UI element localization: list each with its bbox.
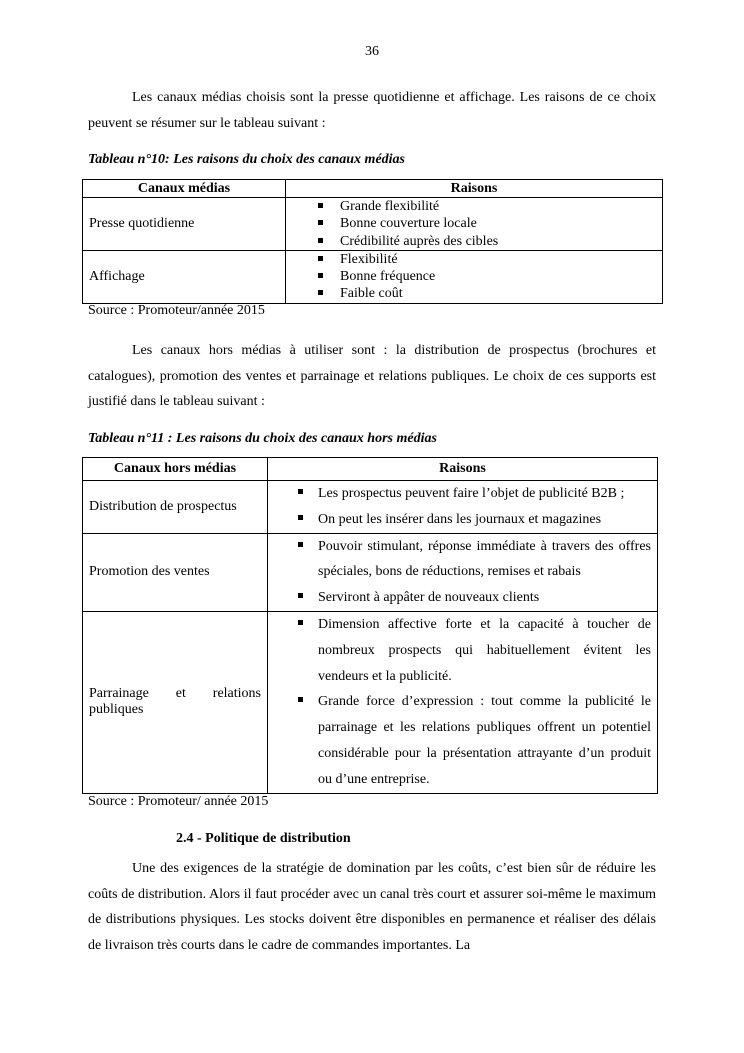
intro-paragraph: Les canaux médias choisis sont la presse quotidienne et affichage. Les raisons de ce choix peuvent se résumer sur le tableau suivant :: [88, 90, 656, 131]
table-cell-reasons: [286, 250, 663, 303]
table11-header-channel: Canaux hors médias: [83, 458, 268, 481]
table-cell-reasons: [268, 611, 658, 793]
reason-list: [296, 612, 651, 793]
list-item: Les prospectus peuvent faire l’objet de publicité B2B ;: [296, 481, 651, 507]
channel-label-line2: publiques: [89, 702, 144, 718]
table10-header-channel: Canaux médias: [83, 180, 286, 198]
middle-paragraph: Les canaux hors médias à utiliser sont : la distribution de prospectus (brochures et catalogues), promotion des ventes et parrainage et relations publiques. Le choix de ces supports est justifié dans le tableau suivant :: [88, 343, 656, 409]
list-item: Crédibilité auprès des cibles: [316, 233, 656, 250]
table-cell-reasons: [268, 481, 658, 534]
list-item: Grande force d’expression : tout comme la publicité le parrainage et les relations publiques offrent un potentiel considérable pour la présentation attrayante d’un produit ou d’une entreprise.: [296, 689, 651, 792]
list-item: Bonne fréquence: [316, 268, 656, 285]
list-item: Faible coût: [316, 285, 656, 302]
reason-list: [316, 198, 656, 250]
reason-list: [316, 251, 656, 303]
table-cell-channel: Affichage: [83, 250, 286, 303]
table11-source: Source : Promoteur/ année 2015: [88, 794, 269, 809]
section-heading: 2.4 - Politique de distribution: [176, 831, 351, 846]
table10-header-reasons: Raisons: [286, 180, 663, 198]
table-cell-reasons: [286, 198, 663, 251]
table-row: [83, 481, 658, 534]
table-row: [83, 250, 663, 303]
table-cell-channel: [83, 611, 268, 793]
table11: [82, 457, 658, 794]
table-cell-channel: Promotion des ventes: [83, 533, 268, 611]
closing-paragraph: Une des exigences de la stratégie de domination par les coûts, c’est bien sûr de réduire les coûts de distribution. Alors il faut procéder avec un canal très court et assurer soi-même le maximum de distributions physiques. Les stocks doivent être disponibles en permanence et réaliser des délais de livraison très courts dans le cadre de commandes importantes. La: [88, 861, 656, 953]
list-item: Serviront à appâter de nouveaux clients: [296, 585, 651, 611]
channel-word: et: [175, 686, 186, 702]
channel-label-line1: [89, 686, 261, 702]
table10: [82, 179, 663, 304]
list-item: Dimension affective forte et la capacité à toucher de nombreux prospects qui habituellement évitent les vendeurs et la publicité.: [296, 612, 651, 689]
table-cell-reasons: [268, 533, 658, 611]
table10-caption: Tableau n°10: Les raisons du choix des canaux médias: [88, 152, 406, 167]
list-item: Flexibilité: [316, 251, 656, 268]
table11-header-row: [83, 458, 658, 481]
reason-list: [296, 481, 651, 533]
table-cell-channel: Presse quotidienne: [83, 198, 286, 251]
table11-header-reasons: Raisons: [268, 458, 658, 481]
table11-caption: Tableau n°11 : Les raisons du choix des canaux hors médias: [88, 431, 437, 446]
channel-word: Parrainage: [89, 686, 149, 702]
page-number: 36: [365, 44, 379, 59]
table10-header-row: [83, 180, 663, 198]
list-item: Pouvoir stimulant, réponse immédiate à travers des offres spéciales, bons de réductions, remises et rabais: [296, 534, 651, 586]
reason-list: [296, 534, 651, 611]
list-item: On peut les insérer dans les journaux et magazines: [296, 507, 651, 533]
table-row: [83, 611, 658, 793]
table-cell-channel: Distribution de prospectus: [83, 481, 268, 534]
table-row: [83, 198, 663, 251]
list-item: Grande flexibilité: [316, 198, 656, 215]
list-item: Bonne couverture locale: [316, 215, 656, 232]
table10-source: Source : Promoteur/année 2015: [88, 303, 265, 318]
channel-word: relations: [212, 686, 261, 702]
table-row: [83, 533, 658, 611]
